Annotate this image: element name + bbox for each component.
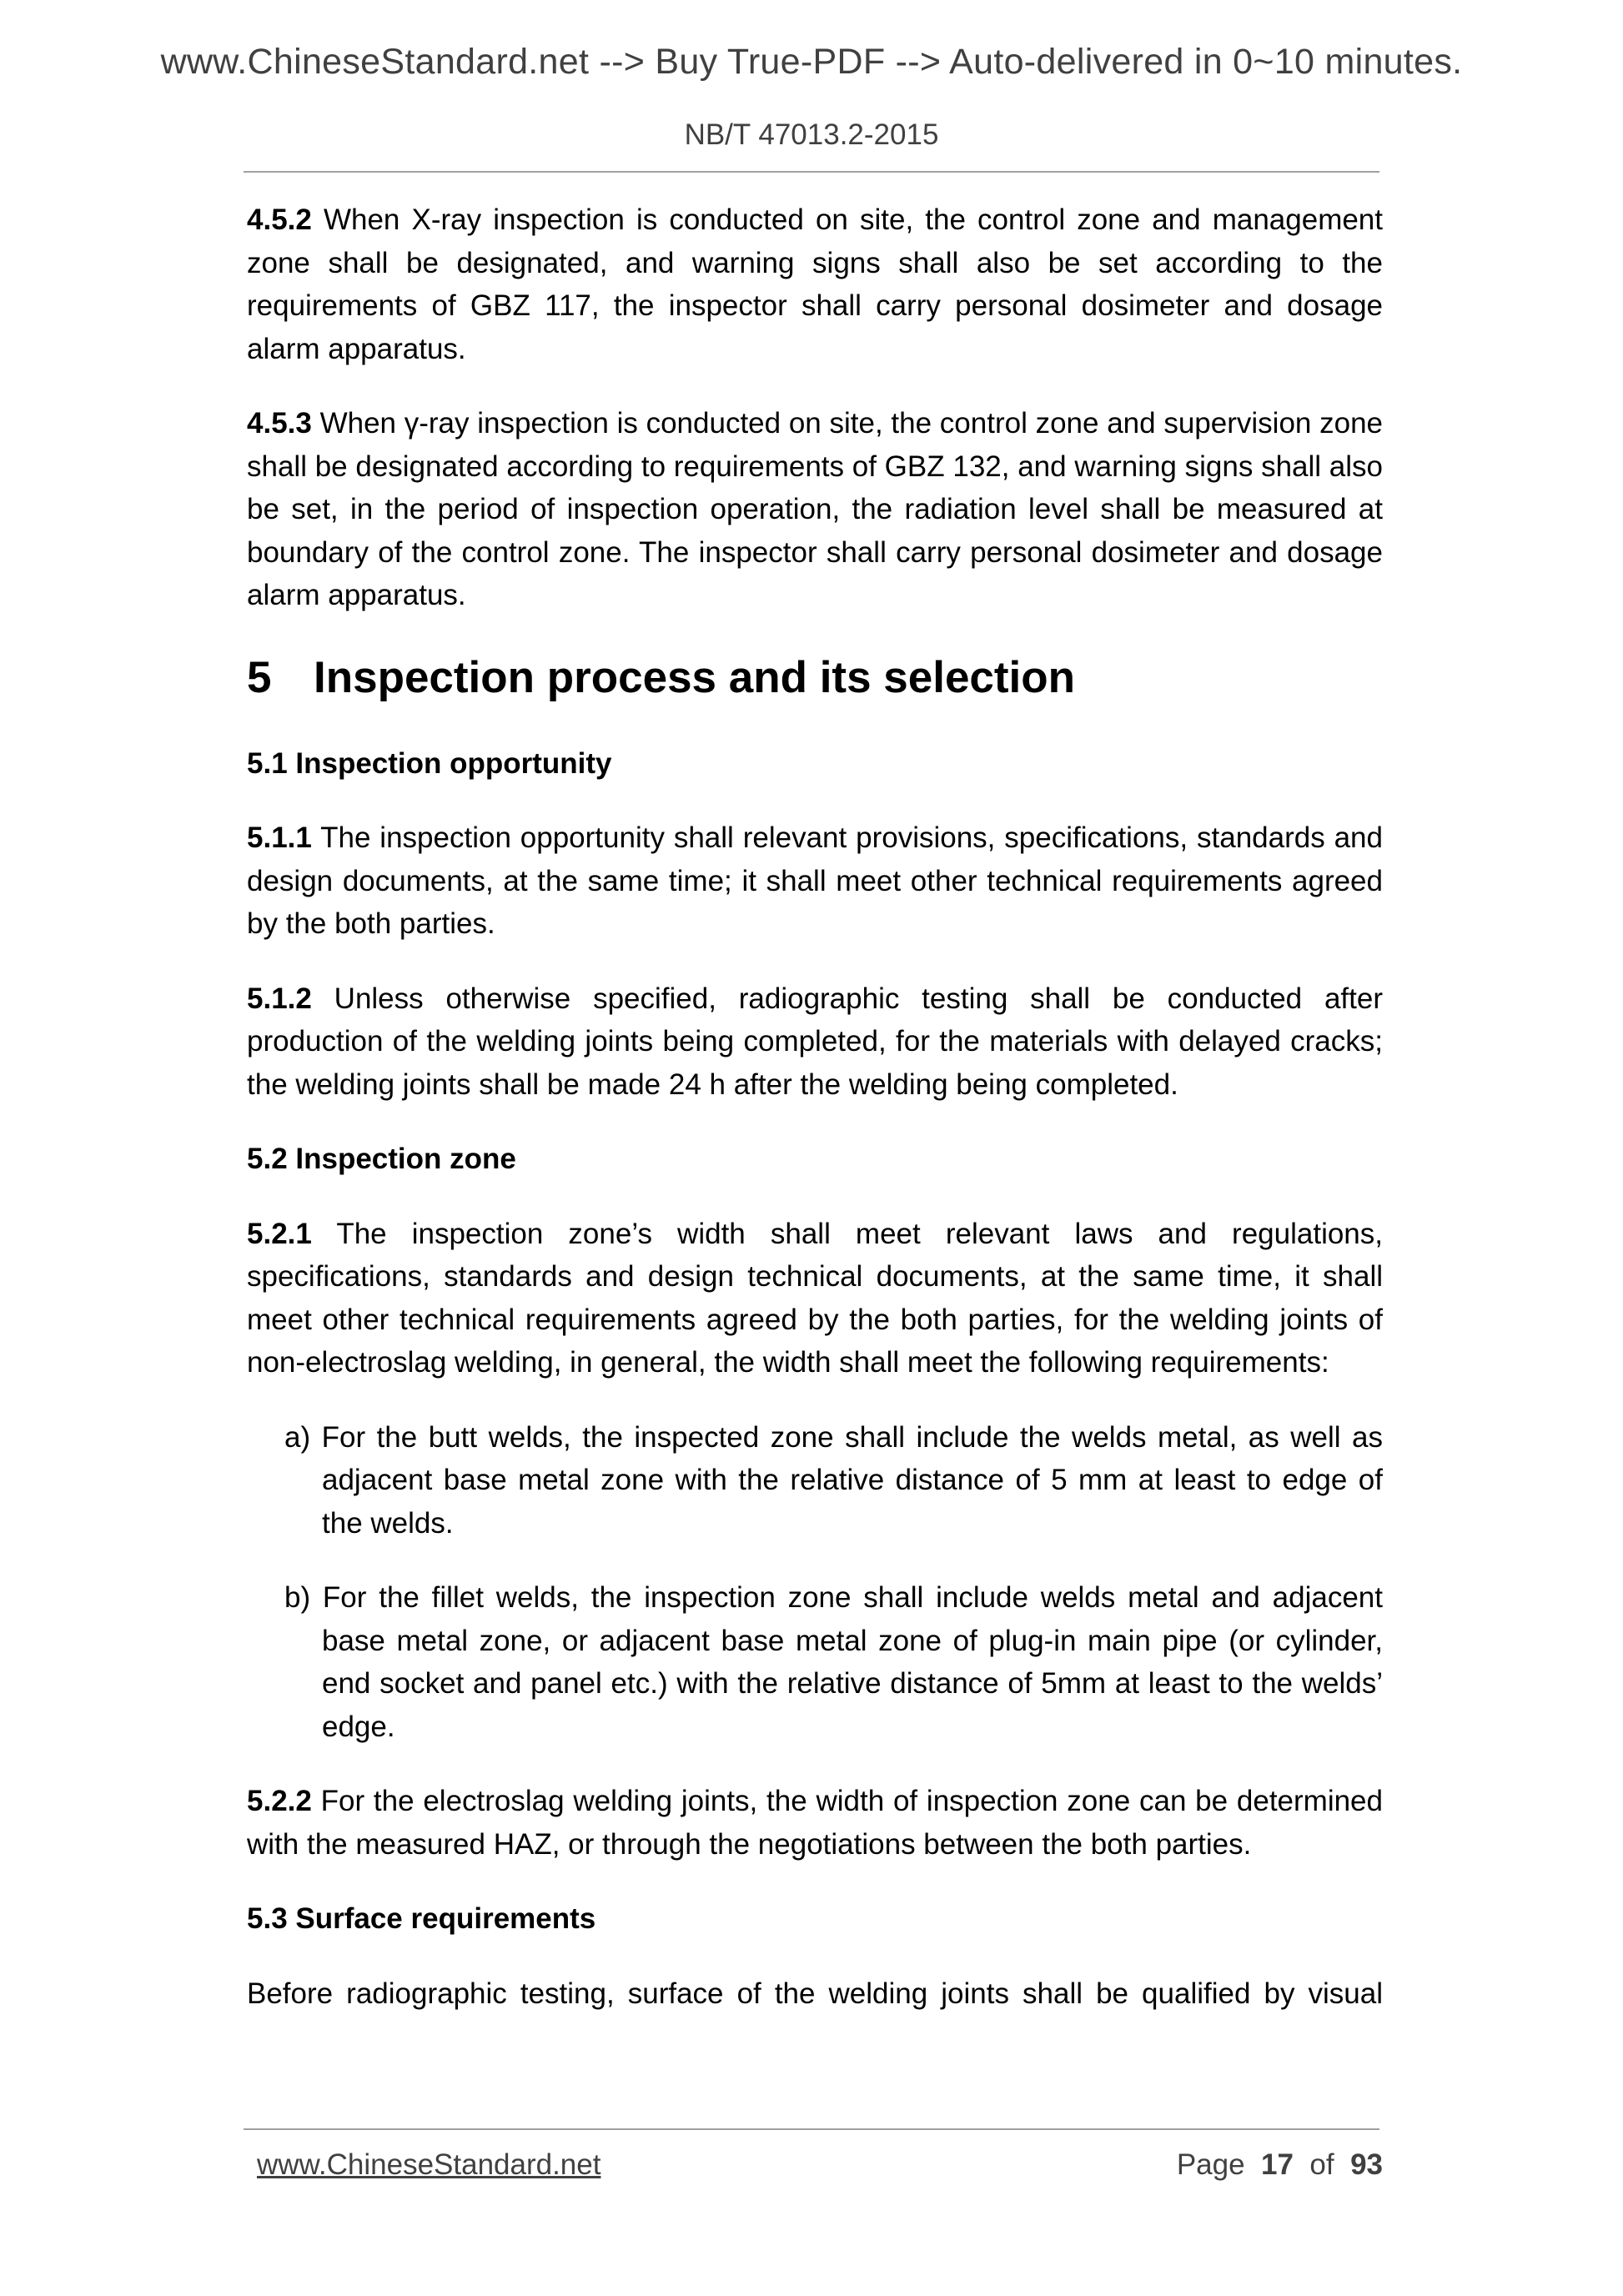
clause-5-2-1 xyxy=(247,1213,1383,1384)
of-word: of xyxy=(1309,2148,1334,2181)
footer-site-link[interactable]: www.ChineseStandard.net xyxy=(257,2148,601,2181)
page-indicator xyxy=(1177,2148,1383,2182)
clause-text: When X-ray inspection is conducted on site, the control zone and management zone shall be designated, and warning signs shall also be set according to the requirements of GBZ 117, the inspector shall carry personal dosimeter and dosage alarm apparatus. xyxy=(247,203,1383,365)
chapter-number: 5 xyxy=(247,652,272,702)
clause-5-2-2 xyxy=(247,1780,1383,1866)
page-total: 93 xyxy=(1350,2148,1383,2181)
chapter-title: Inspection process and its selection xyxy=(314,652,1076,702)
clause-5-3-text: Before radiographic testing, surface of the welding joints shall be qualified by visual xyxy=(247,1977,1383,2010)
clause-number: 4.5.2 xyxy=(247,203,312,236)
document-code: NB/T 47013.2-2015 xyxy=(684,118,939,151)
header-divider xyxy=(244,171,1379,173)
clause-4-5-3 xyxy=(247,402,1383,617)
section-heading-5-2: 5.2 Inspection zone xyxy=(247,1143,516,1175)
clause-number: 5.2.2 xyxy=(247,1785,312,1817)
page-word: Page xyxy=(1176,2148,1245,2181)
clause-text: The inspection zone’s width shall meet relevant laws and regulations, specifications, standards and design technical documents, at the same time, it shall meet other technical requirements agreed by the both parties, for the welding joints of non-electroslag welding, in general, the width shall meet the following requirements: xyxy=(247,1217,1383,1379)
clause-5-1-1 xyxy=(247,816,1383,946)
list-item-b: b) For the fillet welds, the inspection zone shall include welds metal and adjacent base metal zone, or adjacent base metal zone of plug-in main pipe (or cylinder, end socket and panel etc.) with the relative distance of 5mm at least to the welds’ edge. xyxy=(284,1581,1383,1743)
clause-text: When γ-ray inspection is conducted on site, the control zone and supervision zone shall be designated according to requirements of GBZ 132, and warning signs shall also be set, in the period of inspection operation, the radiation level shall be measured at boundary of the control zone. The inspector shall carry personal dosimeter and dosage alarm apparatus. xyxy=(247,407,1383,611)
section-heading-5-3: 5.3 Surface requirements xyxy=(247,1902,596,1935)
footer-divider xyxy=(244,2128,1379,2130)
clause-number: 5.1.1 xyxy=(247,821,312,854)
chapter-heading xyxy=(247,649,1383,707)
page-number: 17 xyxy=(1261,2148,1294,2181)
clause-text: Unless otherwise specified, radiographic testing shall be conducted after production of the welding joints being completed, for the materials with delayed cracks; the welding joints shall be made 24 h after the welding being completed. xyxy=(247,982,1383,1101)
section-heading-5-1: 5.1 Inspection opportunity xyxy=(247,746,612,780)
clause-4-5-2 xyxy=(247,198,1383,370)
clause-text: For the electroslag welding joints, the width of inspection zone can be determined with the measured HAZ, or through the negotiations between the both parties. xyxy=(247,1785,1383,1861)
clause-number: 5.2.1 xyxy=(247,1217,312,1250)
clause-number: 4.5.3 xyxy=(247,407,312,440)
clause-5-1-2 xyxy=(247,977,1383,1107)
clause-number: 5.1.2 xyxy=(247,982,312,1015)
site-banner: www.ChineseStandard.net --> Buy True-PDF --> Auto-delivered in 0~10 minutes. xyxy=(160,42,1463,82)
list-item-a: a) For the butt welds, the inspected zone shall include the welds metal, as well as adjacent base metal zone with the relative distance of 5 mm at least to edge of the welds. xyxy=(284,1420,1383,1540)
page-content xyxy=(247,198,1383,2047)
clause-text: The inspection opportunity shall relevant provisions, specifications, standards and design documents, at the same time; it shall meet other technical requirements agreed by the both parties. xyxy=(247,821,1383,940)
